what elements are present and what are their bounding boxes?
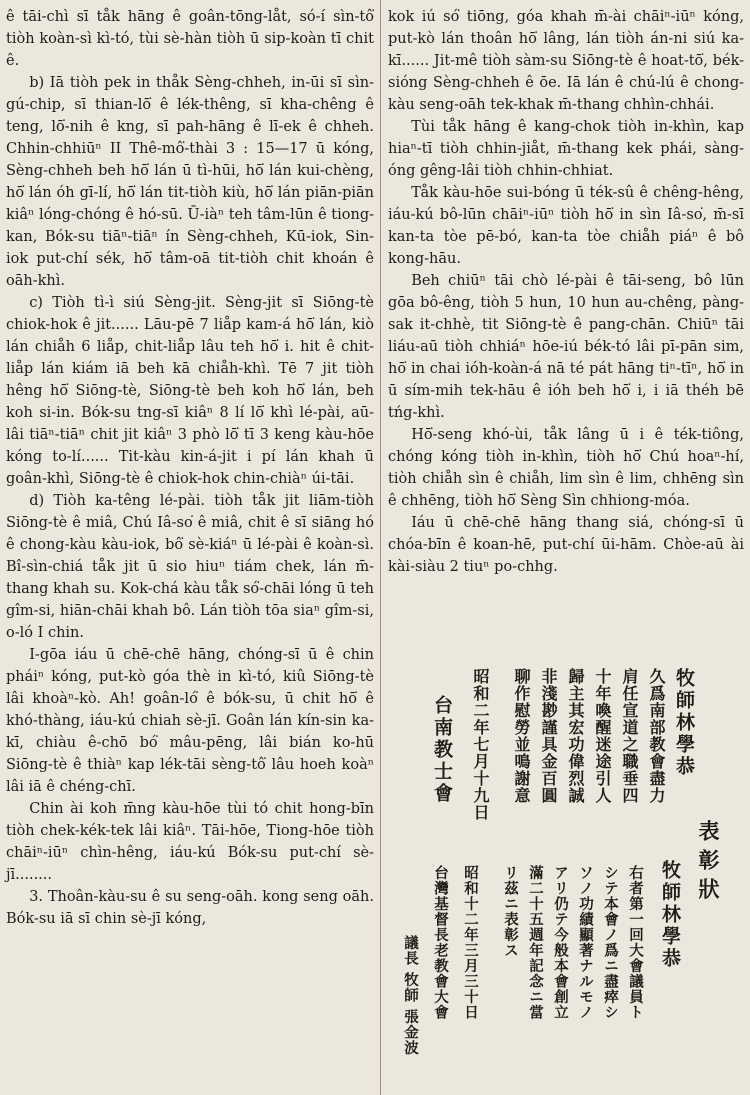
notice1-date: 昭和二年七月十九日 bbox=[471, 668, 490, 821]
notice2-line-3: ソノ功績顯著ナルモノ bbox=[577, 865, 594, 1020]
notice1-issuer: 台南教士會 bbox=[431, 695, 453, 805]
notice1-line-2: 肩任宣道之職垂四 bbox=[620, 668, 639, 804]
notice2-line-6: リ茲ニ表彰ス bbox=[502, 865, 519, 958]
notice2-line-1: 右者第一回大會議員ト bbox=[627, 865, 644, 1020]
notice1-recipient: 牧師林學恭 bbox=[673, 668, 695, 778]
notice2-title: 表彰狀 bbox=[696, 820, 721, 907]
notice2-recipient: 牧師林學恭 bbox=[659, 860, 681, 970]
notice2-organization: 台灣基督長老教會大會 bbox=[432, 865, 449, 1020]
notice1-line-1: 久爲南部教會盡力 bbox=[647, 668, 666, 804]
paragraph-3-missionary-life: 3. Thoân-kàu-su ê su seng-oāh. kong seng oāh. Bók-su iā sī chin sè-jī kóng, bbox=[6, 889, 374, 927]
notice1-line-3: 十年喚醒迷途引人 bbox=[593, 668, 612, 804]
notice2-line-4: アリ仍テ今般本會創立 bbox=[552, 865, 569, 1020]
notice1-line-4: 歸主其宏功偉烈誠 bbox=[566, 668, 585, 804]
left-article-column bbox=[6, 6, 374, 930]
paragraph-right-0: kok iú só͘ tiōng, góa khah m̄-ài chāiⁿ-iūⁿ kóng, put-kò lán thoân hō͘ lâng, lán tiòh án-ni siú ka-kī...... Jit-mê tiòh sàm-su Siōng-tè ê hoat-tō͘, bék-sióng Sèng-chheh ê ōe. Iā lán ê chú-lú ê chong-kàu seng-oāh tek-khak m̄-thang chhìn-chhái. bbox=[388, 9, 744, 113]
notice1-line-6: 聊作慰勞並鳴謝意 bbox=[512, 668, 531, 804]
paragraph-right-1: Tùi tåk hāng ê kang-chok tiòh in-khìn, kap hiaⁿ-tī tiòh chhin-jiåt, m̄-thang kek phái, sàng-óng gêng-lâi tiòh chhin-chhiat. bbox=[388, 119, 744, 179]
paragraph-0: ê tāi-chì sī tåk hāng ê goân-tōng-låt, só-í sìn-tô͘ tiòh koàn-sì kì-tó, tùi sè-hàn tiòh ū sip-koàn tī chit ê. bbox=[6, 9, 374, 69]
paragraph-b-scripture: b) Iā tiòh pek in thåk Sèng-chheh, in-ūi sī sìn-gú-chip, sī thian-lō͘ ê lék-thêng, sī kha-chêng ê teng, lō͘-nih ê kng, sī pah-hāng ê lī-ek ê chheh. Chhin-chhiūⁿ II Thê-mô͘-thài 3 : 15—17 ū kóng, Sèng-chheh beh hō͘ lán ū tì-hūi, hō͘ lán kui-chèng, hō͘ lán óh gī-lí, hō͘ lán tit-tiòh kiù, hō͘ lán piān-piān kiâⁿ lóng-chóng ê hó-sū. Ū-iàⁿ teh tâm-lūn ê tiong-kan, Bók-su tiāⁿ-tiāⁿ ín Sèng-chheh, Kū-iok, Sin-iok put-chí sék, hō͘ tâm-oā tit-tiòh chit khoán ê oāh-khì. bbox=[6, 75, 375, 289]
right-article-column bbox=[388, 6, 744, 578]
paragraph-c-sabbath: c) Tiòh tì-ì siú Sèng-jit. Sèng-jit sī Siōng-tè chiok-hok ê jit...... Lāu-pē 7 liåp kam-á hō͘ lán, kiò lán chiåh 6 liåp, chit-liåp lâu teh hō͘ i. hit ê chit-liåp lán kiám iā beh kā chiåh-khì. Tē 7 jit tiòh hêng hō͘ Siōng-tè, Siōng-tè beh koh hō͘ lán, beh koh si-in. Bók-su tng-sī kiâⁿ 8 lí lō͘ khì lé-pài, aū-lâi tiāⁿ-tiāⁿ chit jit kiâⁿ 3 phò lō͘ tī 3 keng kàu-hōe kóng to-lí...... Tit-kàu kin-á-jit i pí lán khah ū goân-khì, Siōng-tè ê chiok-hok chin-chiàⁿ úi-tāi. bbox=[6, 295, 374, 487]
paragraph-d-family-worship: d) Tiòh ka-têng lé-pài. tiòh tåk jit liām-tiòh Siōng-tè ê miâ, Chú Iâ-so͘ ê miâ, chit ê sī siāng hó ê chong-kàu kàu-iok, bô͘ sè-kiáⁿ ū lé-pài ê koàn-sì. Bî-sìn-chiá tåk jit ū sio hiuⁿ tiám chek, lán m̄-thang khah su. Kok-chá kàu tåk só͘-chāi lóng ū teh gîm-si, hiān-chāi khah bô. Lán tiòh tōa siaⁿ gîm-si, o-ló I chin. bbox=[6, 493, 374, 641]
paragraph-church-direction: Chin ài koh m̄ng kàu-hōe tùi tó chit hong-bīn tiòh chek-kék-tek lâi kiâⁿ. Tāi-hōe, Tiong-hōe tiòh chāiⁿ-iūⁿ chìn-hêng, iáu-kú Bók-su put-chí sè-jī........ bbox=[6, 801, 374, 883]
paragraph-other-items: I-gōa iáu ū chē-chē hāng, chóng-sī ū ê chin pháiⁿ kóng, put-kò góa thè in kì-tó, kiû Siōng-tè lâi khoàⁿ-kò. Ah! goân-ló͘ ê bók-su, ū chit hō͘ ê khó-thàng, iáu-kú chiah sè-jī. Goân lán kín-sin ka-kī, chiàu ê-chō bó͘ mâu-pēng, lâi bián ko-hū Siōng-tè ê thiàⁿ kap lék-tāi sèng-tô͘ lâu hoeh koàⁿ lâi iā ê chéng-chī. bbox=[6, 647, 374, 795]
notice2-line-2: シテ本會ノ爲ニ盡瘁シ bbox=[602, 865, 619, 1020]
paragraph-right-2: Tåk kàu-hōe sui-bóng ū ték-sû ê chêng-hêng, iáu-kú bô-lūn chāiⁿ-iūⁿ tiòh hō͘ in sìn Iâ-so͘, m̄-sī kan-ta tòe pē-bó, kan-ta tòe chiåh piáⁿ ê bô kong-hāu. bbox=[388, 185, 744, 267]
notice1-line-5: 非淺尠謹具金百圓 bbox=[539, 668, 558, 804]
column-divider bbox=[380, 0, 381, 1095]
notice2-line-5: 滿二十五週年記念ニ當 bbox=[527, 865, 544, 1020]
paragraph-right-5: Iáu ū chē-chē hāng thang siá, chóng-sī ū chóa-bīn ê koan-hē, put-chí ūi-hām. Chòe-aū ài kài-siàu 2 tiuⁿ po-chhg. bbox=[388, 515, 744, 575]
paragraph-right-4: Hō͘-seng khó-ùi, tåk lâng ū i ê ték-tiông, chóng kóng tiòh in-khìn, tiòh hō͘ Chú hoaⁿ-hí, tiòh chiåh sìn ê chiåh, lim sìn ê lim, chhēng sìn ê chhēng, tiòh hō͘ Sèng Sìn chhiong-móa. bbox=[388, 427, 744, 509]
notice2-date: 昭和十二年三月三十日 bbox=[462, 865, 479, 1020]
paragraph-right-3: Beh chiūⁿ tāi chò lé-pài ê tāi-seng, bô lūn gōa bô-êng, tiòh 5 hun, 10 hun au-chêng, pàng-sak it-chhè, tit Siōng-tè ê pang-chān. Chiūⁿ tāi liáu-aū tiòh chhiáⁿ hōe-iú bék-tó lâi pī-pān sim, hō͘ in chai ióh-koàn-á nā té pát hāng tiⁿ-tīⁿ, hō͘ in ū sím-mih tek-hāu ê ióh beh hō͘ i, i iā théh bē tńg-khì. bbox=[388, 273, 744, 421]
notice2-signatory: 議長 牧師 張金波 bbox=[402, 935, 419, 1056]
